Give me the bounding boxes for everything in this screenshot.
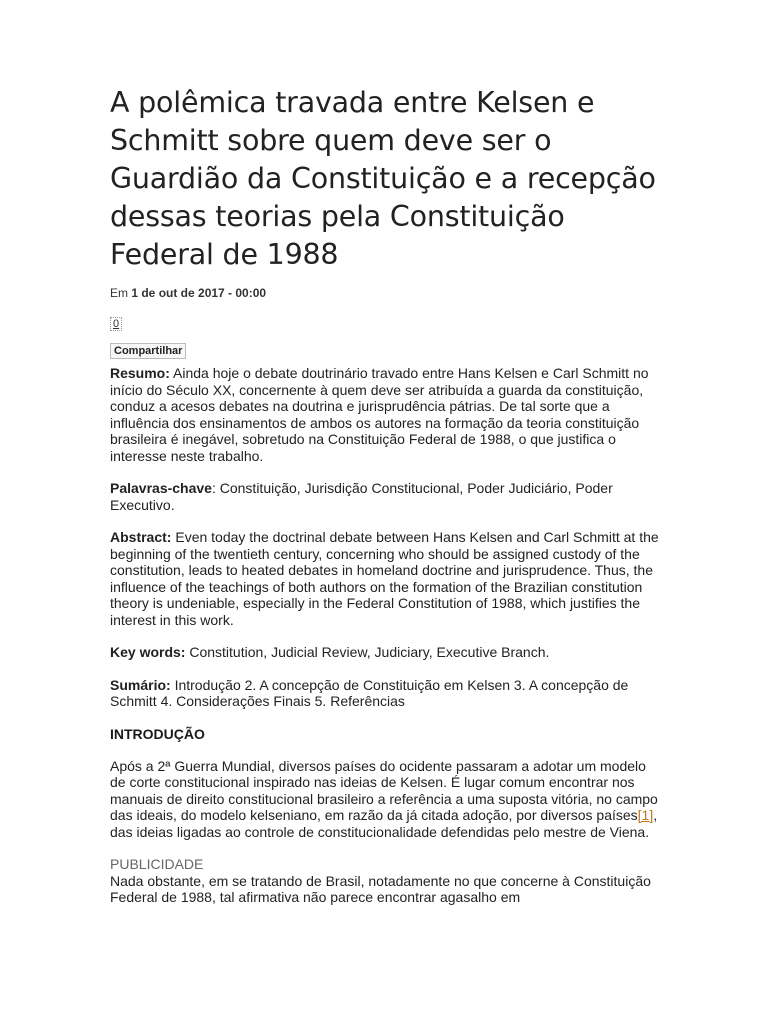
keywords-en-paragraph xyxy=(110,644,662,661)
keywords-pt-label: Palavras-chave xyxy=(110,480,212,496)
publish-date: 1 de out de 2017 - 00:00 xyxy=(131,286,267,300)
keywords-pt-paragraph xyxy=(110,480,662,513)
intro-paragraph xyxy=(110,758,662,841)
sumario-text: Introdução 2. A concepção de Constituição em Kelsen 3. A concepção de Schmitt 4. Considerações Finais 5. Referências xyxy=(110,676,629,709)
intro-text-after: , das ideias ligadas ao controle de constitucionalidade defendidas pelo mestre de Viena. xyxy=(110,807,658,840)
body-paragraph: Nada obstante, em se tratando de Brasil, notadamente no que concerne à Constituição Federal de 1988, tal afirmativa não parece encontrar agasalho em xyxy=(110,872,651,905)
sumario-paragraph xyxy=(110,677,662,710)
keywords-pt-text: : Constituição, Jurisdição Constitucional, Poder Judiciário, Poder Executivo. xyxy=(110,480,613,513)
article xyxy=(110,84,662,906)
share-button[interactable]: Compartilhar xyxy=(110,343,186,359)
comments-count-link[interactable]: 0 xyxy=(110,317,122,331)
keywords-en-text: Constitution, Judicial Review, Judiciary, Executive Branch. xyxy=(185,644,550,660)
article-meta xyxy=(110,286,662,300)
meta-prefix: Em xyxy=(110,286,128,300)
abstract-text: Even today the doctrinal debate between Hans Kelsen and Carl Schmitt at the beginning of the twentieth century, concerning who should be assigned custody of the constitution, leads to heated debates in homeland doctrine and jurisprudence. Thus, the influence of the teachings of both authors on the formation of the Brazilian constitution theory is undeniable, especially in the Federal Constitution of 1988, which justifies the interest in this work. xyxy=(110,529,659,628)
abstract-label: Abstract: xyxy=(110,529,172,545)
sumario-label: Sumário: xyxy=(110,676,171,693)
resumo-paragraph xyxy=(110,365,662,464)
footnote-link[interactable]: [1] xyxy=(637,807,654,823)
article-title: A polêmica travada entre Kelsen e Schmitt sobre quem deve ser o Guardião da Constituição e a recepção dessas teorias pela Constituição Federal de 1988 xyxy=(110,86,656,271)
keywords-en-label: Key words: xyxy=(110,644,186,660)
abstract-paragraph xyxy=(110,529,662,628)
resumo-label: Resumo: xyxy=(110,365,170,381)
advertisement-label: PUBLICIDADE xyxy=(110,856,204,872)
intro-heading: INTRODUÇÃO xyxy=(110,725,205,742)
resumo-text: Ainda hoje o debate doutrinário travado entre Hans Kelsen e Carl Schmitt no início do Século XX, concernente à quem deve ser atribuída a guarda da constituição, conduz a acesos debates na doutrina e jurisprudência pátrias. De tal sorte que a influência dos ensinamentos de ambos os autores na formação da teoria constituição brasileira é inegável, sobretudo na Constituição Federal de 1988, o que justifica o interesse neste trabalho. xyxy=(110,365,649,464)
intro-text-before: Após a 2ª Guerra Mundial, diversos países do ocidente passaram a adotar um modelo de corte constitucional inspirado nas ideias de Kelsen. É lugar comum encontrar nos manuais de direito constitucional brasileiro a referência a uma suposta vitória, no campo das ideais, do modelo kelseniano, em razão da já citada adoção, por diversos países xyxy=(110,757,658,823)
